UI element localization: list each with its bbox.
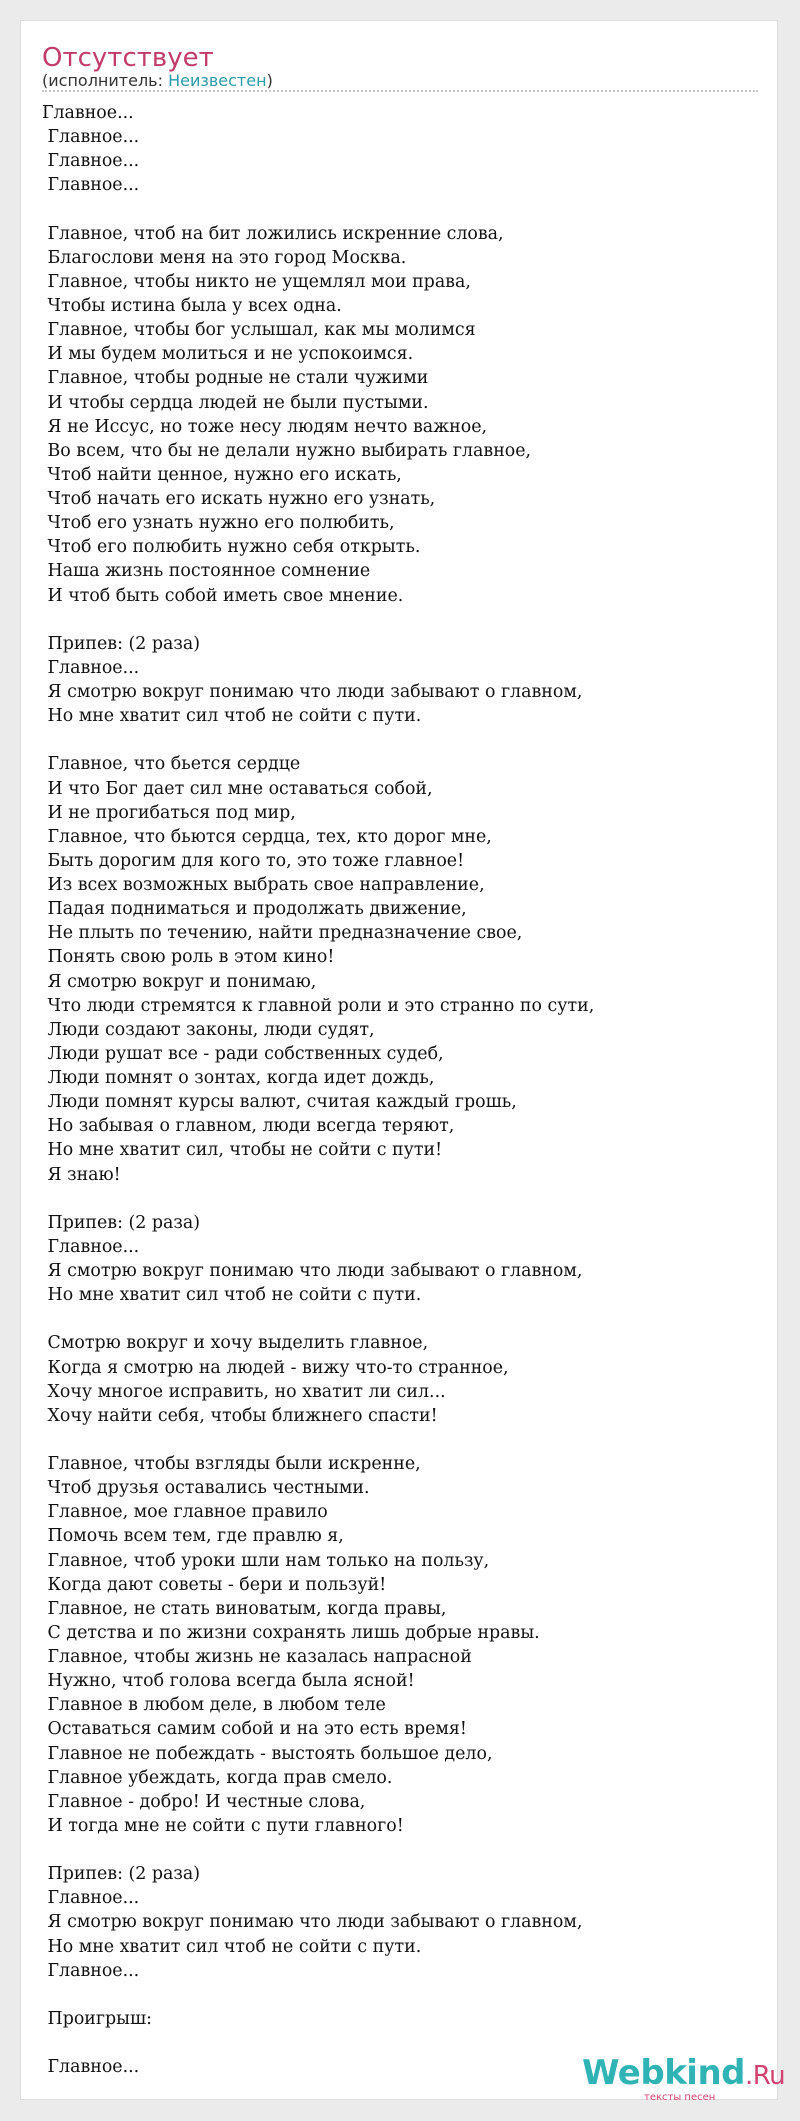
lyric-line: Главное... bbox=[42, 151, 140, 172]
lyric-line: Помочь всем тем, где правлю я, bbox=[42, 1526, 344, 1547]
lyric-line: Главное, чтобы жизнь не казалась напрасной bbox=[42, 1647, 472, 1667]
artist-suffix: ) bbox=[266, 71, 273, 90]
logo-tagline: тексты песен bbox=[644, 2092, 716, 2103]
lyric-line: И мы будем молиться и не успокоимся. bbox=[42, 344, 414, 365]
lyric-line: Я знаю! bbox=[42, 1164, 121, 1185]
lyric-line: И не прогибаться под мир, bbox=[42, 802, 296, 823]
lyric-line: И что Бог дает сил мне оставаться собой, bbox=[42, 778, 433, 799]
content-card bbox=[20, 20, 778, 2100]
lyric-line: Чтоб его узнать нужно его полюбить, bbox=[42, 513, 395, 534]
lyric-line: Когда дают советы - бери и пользуй! bbox=[42, 1574, 387, 1595]
lyric-line: Люди помнят о зонтах, когда идет дождь, bbox=[42, 1068, 435, 1088]
lyric-line: Не плыть по течению, найти предназначение свое, bbox=[42, 923, 523, 944]
lyric-line: Но мне хватит сил чтоб не сойти с пути. bbox=[42, 1285, 422, 1306]
lyric-line: Главное, что бьются сердца, тех, кто дорог мне, bbox=[42, 826, 492, 847]
lyric-line: И тогда мне не сойти с пути главного! bbox=[42, 1815, 404, 1836]
lyric-line: Припев: (2 раза) bbox=[42, 1864, 200, 1885]
lyric-line: Но мне хватит сил чтоб не сойти с пути. bbox=[42, 706, 422, 727]
lyric-line: Припев: (2 раза) bbox=[42, 1212, 200, 1233]
lyric-line: Чтоб друзья оставались честными. bbox=[42, 1478, 370, 1499]
lyric-line: Когда я смотрю на людей - вижу что-то странное, bbox=[42, 1357, 509, 1378]
lyric-line: Главное, чтобы никто не ущемлял мои права, bbox=[42, 271, 471, 292]
lyric-line: Хочу многое исправить, но хватит ли сил... bbox=[42, 1381, 446, 1402]
lyric-line: Главное... bbox=[42, 1888, 140, 1909]
lyric-line: Но забывая о главном, люди всегда теряют, bbox=[42, 1116, 455, 1137]
lyric-line: Главное, мое главное правило bbox=[42, 1502, 328, 1523]
lyric-line: Но мне хватит сил, чтобы не сойти с пути! bbox=[42, 1140, 443, 1161]
lyric-line: Люди рушат все - ради собственных судеб, bbox=[42, 1043, 444, 1064]
lyric-line: Нужно, чтоб голова всегда была ясной! bbox=[42, 1671, 415, 1692]
webkind-logo[interactable] bbox=[582, 2053, 786, 2113]
lyric-line: Припев: (2 раза) bbox=[42, 633, 200, 654]
lyric-line: Главное... bbox=[42, 1960, 140, 1981]
lyric-line: Но мне хватит сил чтоб не сойти с пути. bbox=[42, 1936, 422, 1957]
lyric-line: Главное... bbox=[42, 175, 140, 196]
lyric-line: Главное, чтобы взгляды были искренне, bbox=[42, 1454, 421, 1474]
logo-brand: Webkind bbox=[582, 2053, 745, 2093]
lyric-line: Быть дорогим для кого то, это тоже главное! bbox=[42, 850, 465, 871]
lyric-line: Оставаться самим собой и на это есть время! bbox=[42, 1719, 467, 1740]
lyric-line: Люди помнят курсы валют, считая каждый грошь, bbox=[42, 1092, 517, 1113]
lyric-line: Главное убеждать, когда прав смело. bbox=[42, 1767, 393, 1788]
lyrics-text bbox=[42, 101, 752, 2079]
lyric-line: Благослови меня на это город Москва. bbox=[42, 247, 407, 268]
lyric-line: Главное не побеждать - выстоять большое дело, bbox=[42, 1743, 493, 1764]
lyric-line: Главное, чтоб на бит ложились искренние слова, bbox=[42, 223, 504, 244]
title-divider bbox=[42, 90, 758, 92]
lyric-line: Чтоб начать его искать нужно его узнать, bbox=[42, 489, 436, 509]
artist-prefix: (исполнитель: bbox=[42, 71, 169, 90]
lyric-line: Падая подниматься и продолжать движение, bbox=[42, 899, 467, 920]
lyric-line: Главное, что бьется сердце bbox=[42, 754, 301, 775]
lyric-line: Я смотрю вокруг понимаю что люди забывают о главном, bbox=[42, 682, 583, 702]
lyric-line: Главное, чтобы бог услышал, как мы молимся bbox=[42, 320, 476, 341]
lyric-line: Главное... bbox=[42, 1236, 140, 1257]
lyric-line: И чтоб быть собой иметь свое мнение. bbox=[42, 585, 404, 606]
lyric-line: Наша жизнь постоянное сомнение bbox=[42, 561, 371, 582]
logo-wordmark bbox=[582, 2053, 785, 2096]
lyric-line: Главное... bbox=[42, 657, 140, 678]
lyric-line: И чтобы сердца людей не были пустыми. bbox=[42, 392, 429, 413]
lyric-line: Я смотрю вокруг понимаю что люди забывают о главном, bbox=[42, 1261, 583, 1281]
lyric-line: Что люди стремятся к главной роли и это странно по сути, bbox=[42, 995, 595, 1016]
lyric-line: Люди создают законы, люди судят, bbox=[42, 1019, 375, 1040]
lyric-line: Смотрю вокруг и хочу выделить главное, bbox=[42, 1333, 429, 1354]
lyric-line: Главное, не стать виноватым, когда правы, bbox=[42, 1598, 447, 1619]
lyric-line: Главное... bbox=[42, 103, 134, 123]
lyric-line: Чтоб его полюбить нужно себя открыть. bbox=[42, 537, 421, 558]
artist-link[interactable]: Неизвестен bbox=[168, 71, 267, 90]
lyric-line: Чтоб найти ценное, нужно его искать, bbox=[42, 464, 402, 485]
lyric-line: Я смотрю вокруг понимаю что люди забывают о главном, bbox=[42, 1912, 583, 1933]
lyric-line: С детства и по жизни сохранять лишь добрые нравы. bbox=[42, 1622, 540, 1643]
lyric-line: Я не Иссус, но тоже несу людям нечто важное, bbox=[42, 416, 488, 437]
lyric-line: Главное... bbox=[42, 127, 140, 148]
lyric-line: Главное, чтобы родные не стали чужими bbox=[42, 368, 429, 389]
lyric-line: Главное, чтоб уроки шли нам только на пользу, bbox=[42, 1550, 490, 1571]
lyric-line: Я смотрю вокруг и понимаю, bbox=[42, 971, 317, 992]
lyric-line: Во всем, что бы не делали нужно выбирать главное, bbox=[42, 440, 532, 461]
artist-line bbox=[42, 71, 273, 91]
song-title: Отсутствует bbox=[42, 43, 214, 73]
lyric-line: Из всех возможных выбрать свое направление, bbox=[42, 875, 485, 895]
lyric-line: Главное - добро! И честные слова, bbox=[42, 1791, 366, 1812]
lyric-line: Главное... bbox=[42, 2057, 140, 2078]
lyric-line: Понять свою роль в этом кино! bbox=[42, 947, 335, 968]
logo-tld: .Ru bbox=[745, 2061, 786, 2091]
lyric-line: Проигрыш: bbox=[42, 2008, 152, 2029]
lyric-line: Главное в любом деле, в любом теле bbox=[42, 1695, 386, 1716]
lyric-line: Чтобы истина была у всех одна. bbox=[42, 296, 342, 316]
lyric-line: Хочу найти себя, чтобы ближнего спасти! bbox=[42, 1405, 438, 1426]
